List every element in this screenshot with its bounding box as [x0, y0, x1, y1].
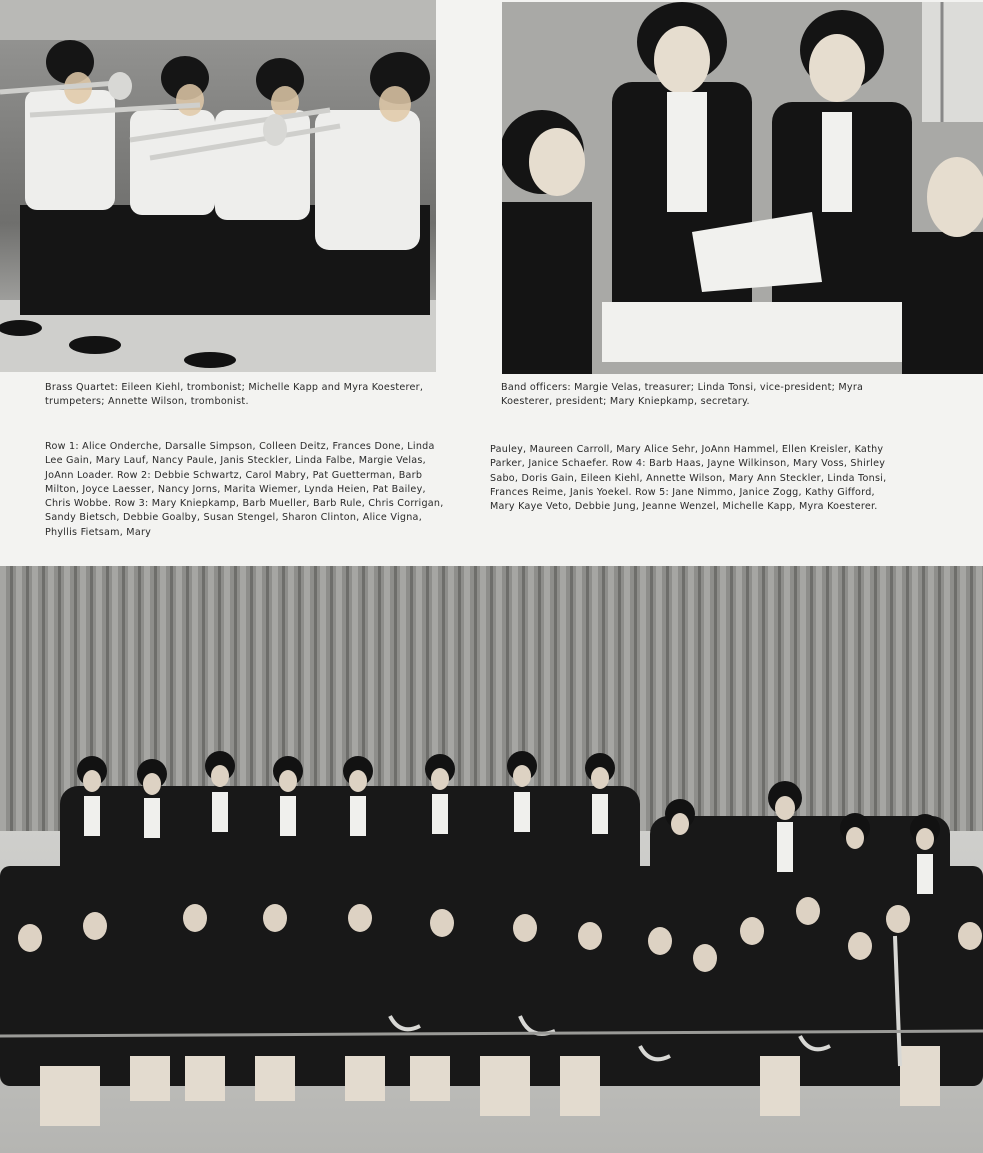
brass-quartet-photo — [0, 0, 436, 372]
band-officers-caption: Band officers: Margie Velas, treasurer; Linda Tonsi, vice-president; Myra Koesterer, president; Mary Kniepkamp, secretary. — [501, 382, 864, 408]
brass-quartet-caption: Brass Quartet: Eileen Kiehl, trombonist; Michelle Kapp and Myra Koesterer, trumpeters; Annette Wilson, trombonist. — [45, 382, 424, 408]
band-roster-column-left: Row 1: Alice Onderche, Darsalle Simpson, Colleen Deitz, Frances Done, Linda Lee Gain, Mary Lauf, Nancy Paule, Janis Steckler, Linda Falbe, Margie Velas, JoAnn Loader. Row 2: Debbie Schwartz, Carol Mabry, Pat Guetterman, Barb Milton, Joyce Laesser, Nancy Jorns, Marita Wiemer, Lynda Heien, Pat Bailey, Chris Wobbe. Row 3: Mary Kniepkamp, Barb Mueller, Barb Rule, Chris Corrigan, Sandy Bietsch, Debbie Goalby, Susan Stengel, Sharon Clinton, Alice Vigna, Phyllis Fietsam, Mary — [45, 441, 444, 538]
band-group-photo — [0, 566, 983, 1153]
band-roster-column-right: Pauley, Maureen Carroll, Mary Alice Sehr, JoAnn Hammel, Ellen Kreisler, Kathy Parker, Janice Schaefer. Row 4: Barb Haas, Jayne Wilkinson, Mary Voss, Shirley Sabo, Doris Gain, Eileen Kiehl, Annette Wilson, Mary Ann Steckler, Linda Tonsi, Frances Reime, Janis Yoekel. Row 5: Jane Nimmo, Janice Zogg, Kathy Gifford, Mary Kaye Veto, Debbie Jung, Jeanne Wenzel, Michelle Kapp, Myra Koesterer. — [490, 444, 887, 513]
band-officers-photo — [502, 2, 983, 374]
